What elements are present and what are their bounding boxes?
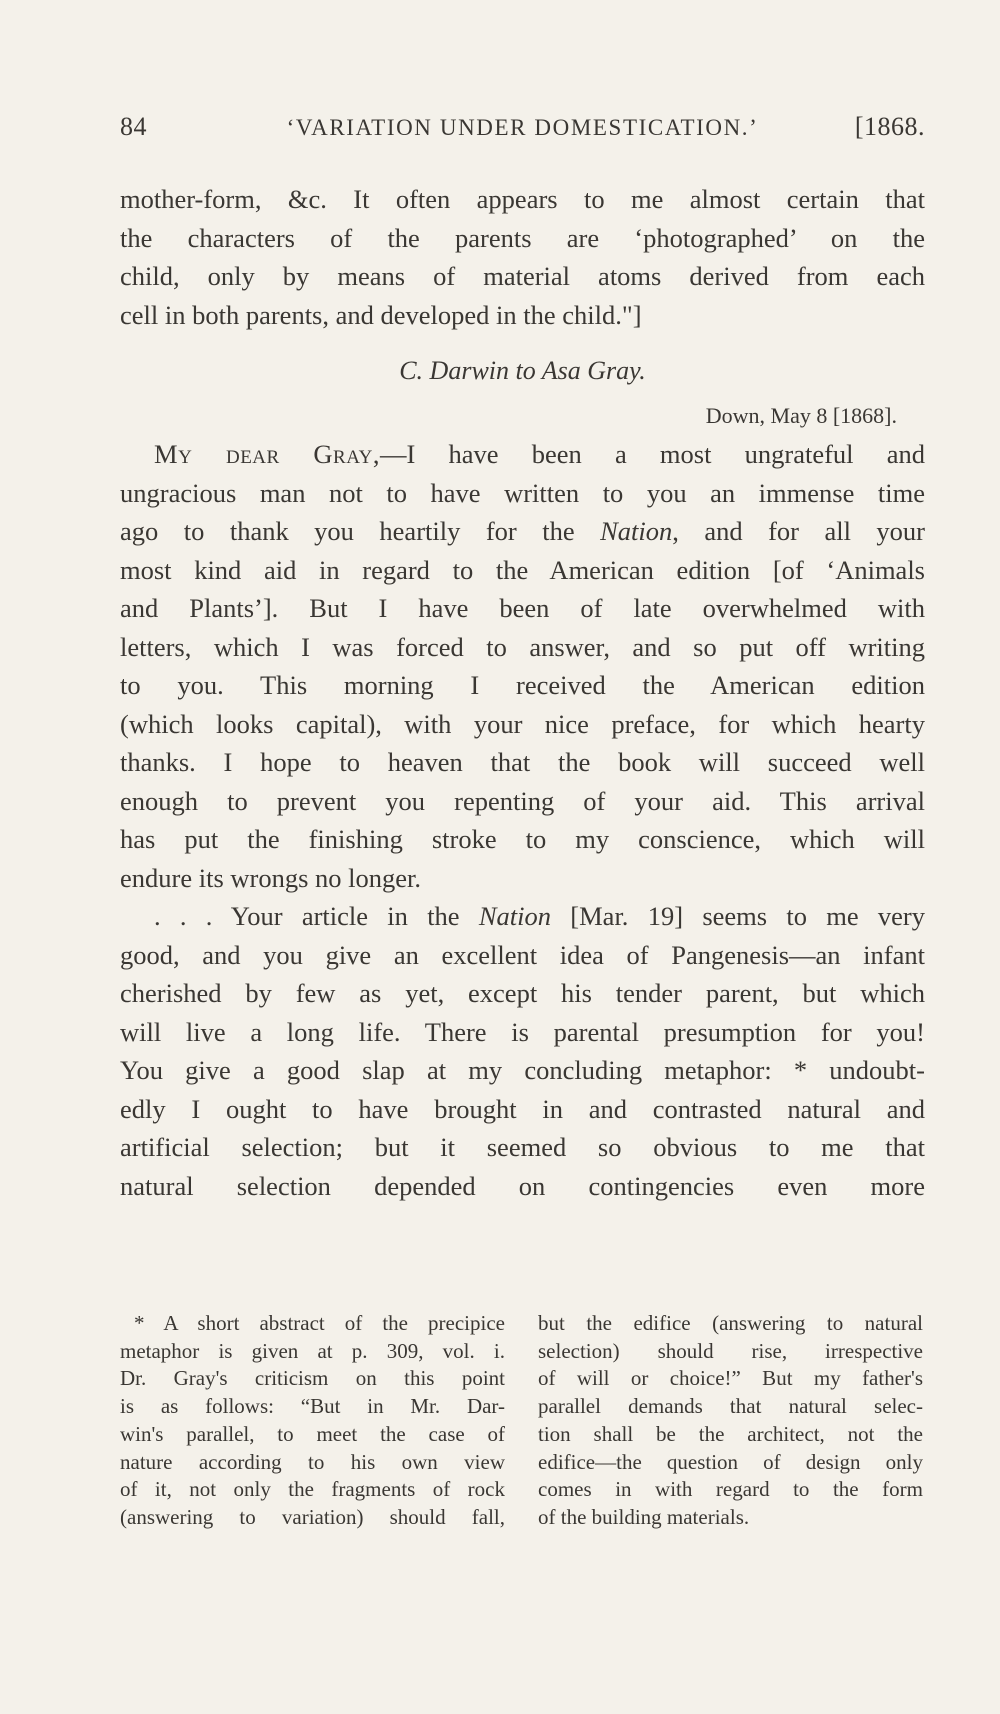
- footnote-line: metaphor is given at p. 309, vol. i.: [120, 1338, 505, 1363]
- text-line: mother-form, &c. It often appears to me almost certain that: [120, 184, 925, 214]
- footnote-line: of the building materials.: [538, 1504, 750, 1529]
- salutation-rest: —I have been a most ungrateful and: [380, 439, 926, 469]
- main-text: [120, 180, 925, 1205]
- text-line: cell in both parents, and developed in the child."]: [120, 299, 642, 330]
- text-line: . . . Your article in the Nation [Mar. 19] seems to me very: [154, 901, 925, 931]
- text-line: enough to prevent you repenting of your aid. This arrival: [120, 785, 925, 816]
- salutation-line: [120, 435, 925, 474]
- letter-heading: C. Darwin to Asa Gray.: [399, 356, 646, 385]
- footnote-line: * A short abstract of the precipice: [134, 1311, 505, 1335]
- text-line: edly I ought to have brought in and contrasted natural and: [120, 1093, 925, 1124]
- text-line: good, and you give an excellent idea of Pangenesis—an infant: [120, 939, 925, 970]
- footnote-line: selection) should rise, irrespective: [538, 1338, 923, 1363]
- page-number: 84: [120, 112, 147, 141]
- text-line: (which looks capital), with your nice preface, for which hearty: [120, 708, 925, 739]
- footnote-line: of it, not only the fragments of rock: [120, 1477, 505, 1502]
- paragraph-two: [120, 897, 925, 1205]
- opening-paragraph: [120, 180, 925, 334]
- text-line: will live a long life. There is parental presumption for you!: [120, 1016, 925, 1047]
- text-line: ago to thank you heartily for the Nation, and for all your: [120, 516, 925, 546]
- text-line: artificial selection; but it seemed so obvious to me that: [120, 1132, 925, 1162]
- footnote-line: (answering to variation) should fall,: [120, 1504, 505, 1529]
- text-line: You give a good slap at my concluding metaphor: * undoubt-: [120, 1055, 925, 1085]
- footnote-line: edifice—the question of design only: [538, 1449, 923, 1474]
- text-line: ungracious man not to have written to you an immense time: [120, 477, 925, 508]
- footnote-line: is as follows: “But in Mr. Dar-: [120, 1394, 505, 1419]
- running-head-year: [1868.: [854, 112, 925, 141]
- footnote-line: win's parallel, to meet the case of: [120, 1421, 505, 1446]
- text-line: natural selection depended on contingencies even more: [120, 1170, 925, 1201]
- footnote-line: tion shall be the architect, not the: [538, 1421, 923, 1446]
- footnote-line: of will or choice!” But my father's: [538, 1366, 923, 1391]
- italic-title: Nation: [478, 901, 552, 931]
- dateline: Down, May 8 [1868].: [705, 402, 897, 428]
- italic-title: Nation: [600, 516, 673, 546]
- footnote-line: comes in with regard to the form: [538, 1477, 923, 1502]
- text-line: child, only by means of material atoms derived from each: [120, 261, 925, 291]
- running-head-title: ‘VARIATION UNDER DOMESTICATION.’: [286, 115, 759, 140]
- text-line: most kind aid in regard to the American edition [of ‘Animals: [120, 554, 925, 585]
- text-line: cherished by few as yet, except his tender parent, but which: [120, 978, 925, 1008]
- footnote-left-column: [120, 1310, 505, 1532]
- footnote-line: Dr. Gray's criticism on this point: [120, 1366, 505, 1391]
- text-line: thanks. I hope to heaven that the book will succeed well: [120, 747, 925, 777]
- salutation-name: My dear Gray,: [154, 439, 381, 469]
- text-line: endure its wrongs no longer.: [120, 862, 422, 893]
- footnote-line: but the edifice (answering to natural: [538, 1311, 923, 1335]
- footnote-right-column: [538, 1310, 923, 1532]
- text-line: to you. This morning I received the American edition: [120, 670, 925, 700]
- footnote-line: nature according to his own view: [120, 1449, 505, 1474]
- text-line: letters, which I was forced to answer, and so put off writing: [120, 631, 925, 662]
- footnote-line: parallel demands that natural selec-: [538, 1394, 923, 1419]
- paragraph-one: [120, 435, 925, 897]
- running-head: [120, 112, 925, 152]
- text-line: and Plants’]. But I have been of late overwhelmed with: [120, 593, 925, 623]
- text-line: has put the finishing stroke to my conscience, which will: [120, 824, 925, 854]
- text-line: the characters of the parents are ‘photographed’ on the: [120, 222, 925, 253]
